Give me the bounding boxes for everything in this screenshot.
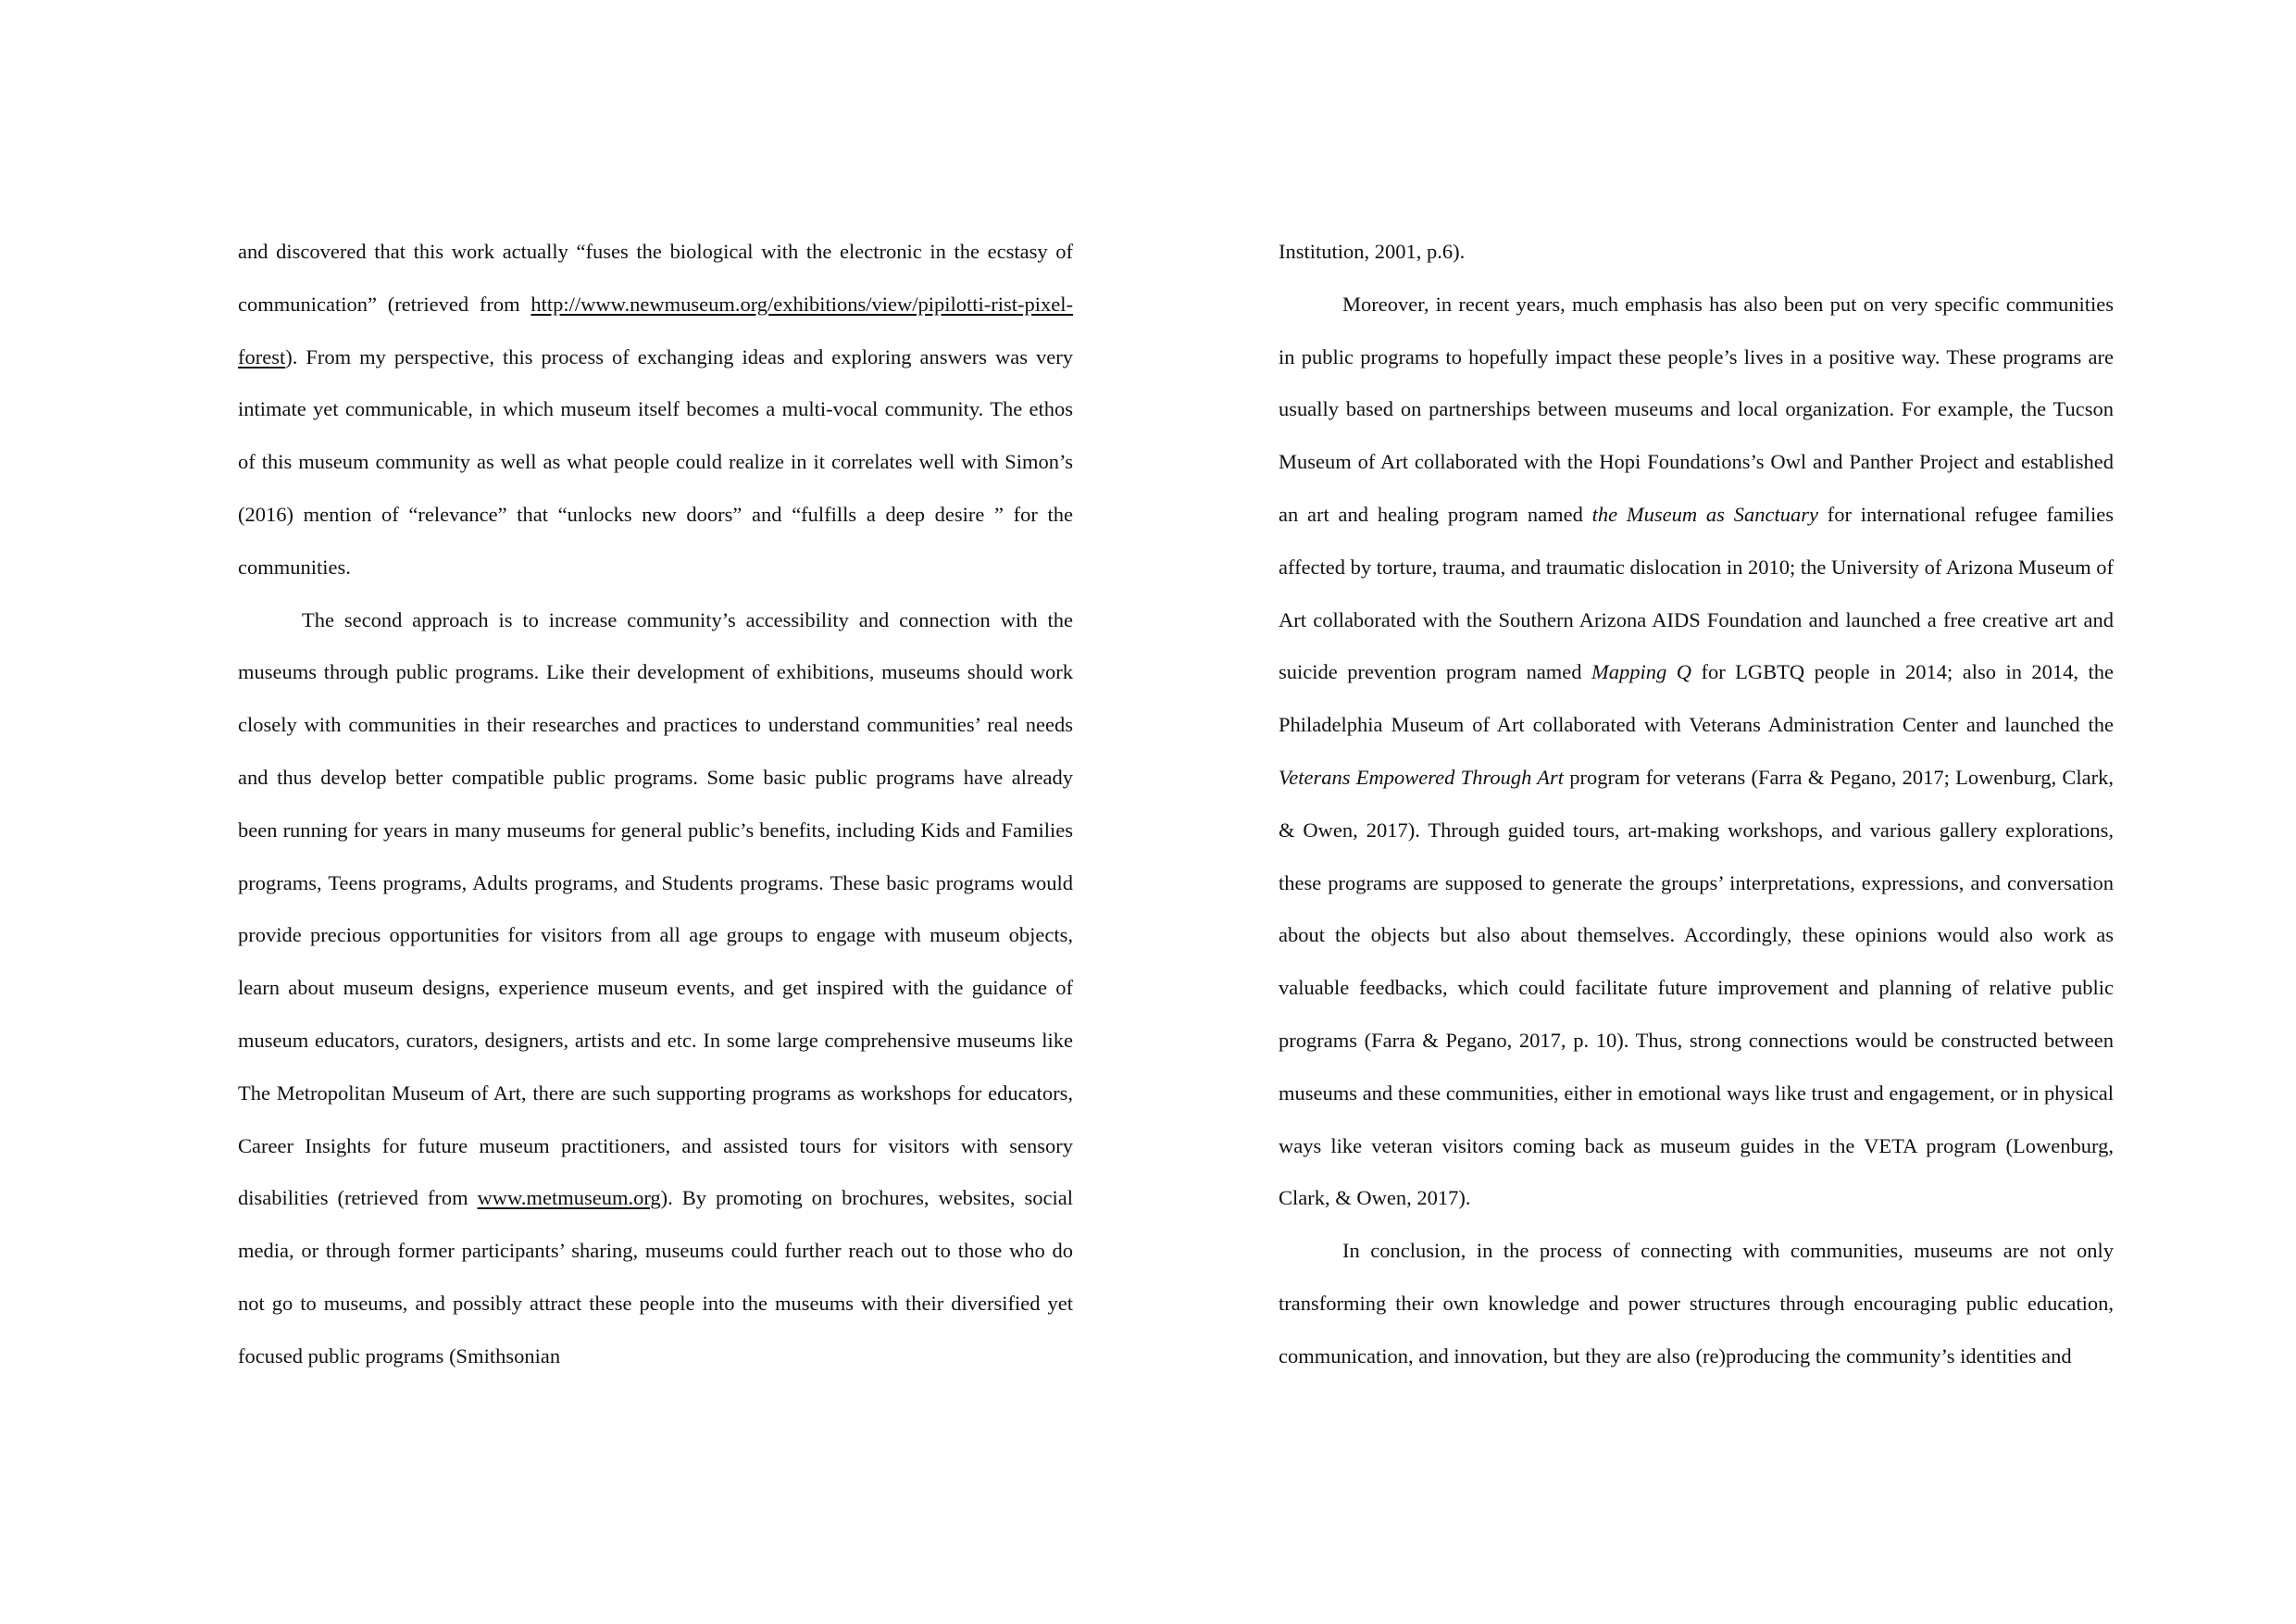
- paragraph: [1279, 1225, 2114, 1382]
- paragraph-text: for international refugee families affected by torture, trauma, and traumatic dislocation in 2010; the University of Arizona Museum of Art collaborated with the Southern Arizona AIDS Foundation and launched a free creative art and suicide prevention program named: [1279, 502, 2114, 684]
- left-text-column: [238, 226, 1073, 1383]
- right-text-column: [1279, 226, 2114, 1383]
- program-title: Mapping Q: [1591, 660, 1691, 684]
- paragraph: [238, 226, 1073, 594]
- metmuseum-link[interactable]: www.metmuseum.org: [477, 1186, 661, 1210]
- paragraph-text: for LGBTQ people in 2014; also in 2014, the Philadelphia Museum of Art collaborated with Veterans Administration Center and launched the: [1279, 660, 2114, 737]
- paragraph: [238, 594, 1073, 1383]
- paragraph-text: The second approach is to increase community’s accessibility and connection with the museums through public programs. Like their development of exhibitions, museums should work closely with communities in their researches and practices to understand communities’ real needs and thus develop better compatible public programs. Some basic public programs have already been running for years in many museums for general public’s benefits, including Kids and Families programs, Teens programs, Adults programs, and Students programs. These basic programs would provide precious opportunities for visitors from all age groups to engage with museum objects, learn about museum designs, experience museum events, and get inspired with the guidance of museum educators, curators, designers, artists and etc. In some large comprehensive museums like The Metropolitan Museum of Art, there are such supporting programs as workshops for educators, Career Insights for future museum practitioners, and assisted tours for visitors with sensory disabilities (retrieved from: [238, 607, 1073, 1210]
- paragraph-text: ). By promoting on brochures, websites, social media, or through former participants’ sharing, museums could further reach out to those who do not go to museums, and possibly attract these people into the museums with their diversified yet focused public programs (Smithsonian: [238, 1186, 1073, 1368]
- paragraph: [1279, 279, 2114, 1225]
- newmuseum-link[interactable]: http://www.newmuseum.org/exhibitions/view/pipilotti-rist-pixel-forest: [238, 292, 1073, 369]
- paragraph-text: ). From my perspective, this process of exchanging ideas and exploring answers was very intimate yet communicable, in which museum itself becomes a multi-vocal community. The ethos of this museum community as well as what people could realize in it correlates well with Simon’s (2016) mention of “relevance” that “unlocks new doors” and “fulfills a deep desire ” for the communities.: [238, 344, 1073, 579]
- right-page: [1148, 0, 2296, 1624]
- paragraph-text: program for veterans (Farra & Pegano, 2017; Lowenburg, Clark, & Owen, 2017). Through guided tours, art-making workshops, and various gallery explorations, these programs are supposed to generate the groups’ interpretations, expressions, and conversation about the objects but also about themselves. Accordingly, these opinions would also work as valuable feedbacks, which could facilitate future improvement and planning of relative public programs (Farra & Pegano, 2017, p. 10). Thus, strong connections would be constructed between museums and these communities, either in emotional ways like trust and engagement, or in physical ways like veteran visitors coming back as museum guides in the VETA program (Lowenburg, Clark, & Owen, 2017).: [1279, 765, 2114, 1210]
- paragraph-text: and discovered that this work actually “fuses the biological with the electronic in the ecstasy of communication” (retrieved from: [238, 240, 1073, 316]
- program-title: Veterans Empowered Through Art: [1279, 765, 1564, 789]
- paragraph-text: In conclusion, in the process of connecting with communities, museums are not only transforming their own knowledge and power structures through encouraging public education, communication, and innovation, but they are also (re)producing the community’s identities and: [1279, 1239, 2114, 1368]
- paragraph-text: Institution, 2001, p.6).: [1279, 240, 1466, 263]
- program-title: the Museum as Sanctuary: [1591, 502, 1818, 526]
- paragraph-text: Moreover, in recent years, much emphasis has also been put on very specific communities in public programs to hopefully impact these people’s lives in a positive way. These programs are usually based on partnerships between museums and local organization. For example, the Tucson Museum of Art collaborated with the Hopi Foundations’s Owl and Panther Project and established an art and healing program named: [1279, 292, 2114, 526]
- paragraph: [1279, 226, 2114, 279]
